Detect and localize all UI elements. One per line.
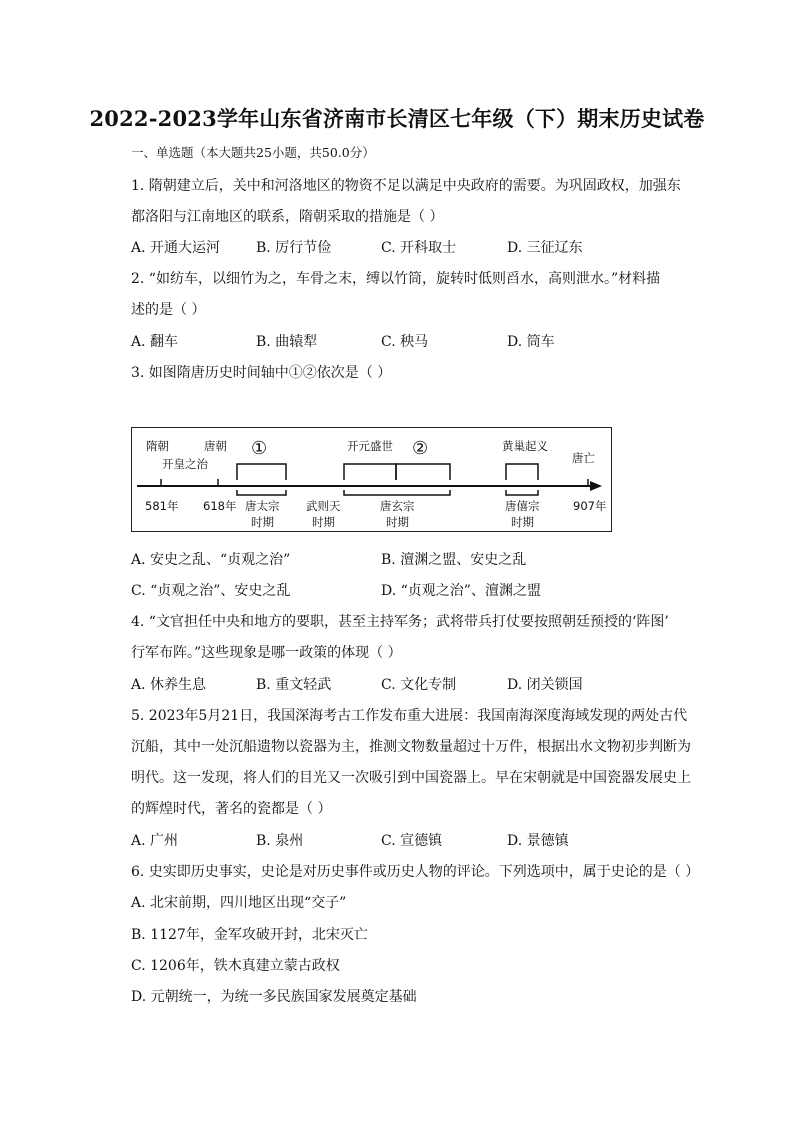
label-tang: 唐朝 <box>204 439 227 453</box>
label-mark-2: ② <box>412 438 429 459</box>
label-year-618: 618年 <box>203 499 237 513</box>
timeline-figure <box>131 427 612 532</box>
q2-option-d: D. 筒车 <box>507 334 555 350</box>
q5-stem-line-4: 的辉煌时代，著名的瓷都是（ ） <box>131 801 332 817</box>
q3-option-b: B. 澶渊之盟、安史之乱 <box>381 552 527 568</box>
label-year-907: 907年 <box>573 499 607 513</box>
q1-stem-line-1: 1. 隋朝建立后，关中和河洛地区的物资不足以满足中央政府的需要。为巩固政权，加强东 <box>131 178 681 194</box>
bracket-upper-kaiyuan <box>344 464 396 480</box>
q6-stem: 6. 史实即历史事实，史论是对历史事件或历史人物的评论。下列选项中，属于史论的是（ ） <box>131 864 700 880</box>
bracket-lower-taizong <box>237 490 286 495</box>
q5-stem-line-2: 沉船，其中一处沉船遗物以瓷器为主，推测文物数量超过十万件，根据出水文物初步判断为 <box>131 739 691 755</box>
q2-option-b: B. 曲辕犁 <box>256 334 318 350</box>
q2-stem-line-2: 述的是（ ） <box>131 302 206 318</box>
q2-option-c: C. 秧马 <box>381 334 429 350</box>
q5-option-c: C. 宣德镇 <box>381 833 443 849</box>
q4-option-b: B. 重文轻武 <box>256 677 332 693</box>
label-xuanzong: 唐玄宗 <box>380 499 415 513</box>
label-tangwang: 唐亡 <box>572 451 595 465</box>
label-kaiyuan: 开元盛世 <box>347 439 393 453</box>
label-wuzetian: 武则天 <box>306 499 341 513</box>
q6-option-d: D. 元朝统一，为统一多民族国家发展奠定基础 <box>131 989 417 1005</box>
label-mark-1: ① <box>251 438 268 459</box>
q5-stem-line-1: 5. 2023年5月21日，我国深海考古工作发布重大进展：我国南海深度海域发现的两处古代 <box>131 708 688 724</box>
label-xuanzong-period: 时期 <box>386 515 409 529</box>
q4-option-c: C. 文化专制 <box>381 677 457 693</box>
label-taizong-period: 时期 <box>251 515 274 529</box>
q6-option-a: A. 北宋前期，四川地区出现“交子” <box>131 895 347 911</box>
q2-stem-line-1: 2. “如纺车，以细竹为之，车骨之末，缚以竹筒，旋转时低则舀水，高则泄水。”材料描 <box>131 271 661 287</box>
section-heading: 一、单选题（本大题共25小题，共50.0分） <box>131 145 375 160</box>
label-sui: 隋朝 <box>146 439 169 453</box>
q1-option-d: D. 三征辽东 <box>507 240 583 256</box>
q3-stem: 3. 如图隋唐历史时间轴中①②依次是（ ） <box>131 365 392 381</box>
q5-option-b: B. 泉州 <box>256 833 304 849</box>
q5-option-a: A. 广州 <box>131 833 179 849</box>
bracket-lower-xuanzong <box>344 490 450 495</box>
q1-option-c: C. 开科取士 <box>381 240 457 256</box>
q3-option-a: A. 安史之乱、“贞观之治” <box>131 552 291 568</box>
label-wuzetian-period: 时期 <box>312 515 335 529</box>
bracket-lower-xizong <box>506 490 538 495</box>
bracket-upper-2 <box>396 464 450 480</box>
label-year-581: 581年 <box>145 499 179 513</box>
label-xizong: 唐僖宗 <box>505 499 540 513</box>
q1-option-b: B. 厉行节俭 <box>256 240 332 256</box>
timeline-arrow-icon <box>590 481 602 491</box>
q1-option-a: A. 开通大运河 <box>131 240 221 256</box>
label-kaihuang: 开皇之治 <box>162 457 208 471</box>
q6-option-c: C. 1206年，铁木真建立蒙古政权 <box>131 958 340 974</box>
q5-stem-line-3: 明代。这一发现，将人们的目光又一次吸引到中国瓷器上。早在宋朝就是中国瓷器发展史上 <box>131 770 691 786</box>
q4-option-a: A. 休养生息 <box>131 677 207 693</box>
q6-option-b: B. 1127年，金军攻破开封，北宋灭亡 <box>131 927 368 943</box>
q3-option-d: D. “贞观之治”、澶渊之盟 <box>381 583 541 599</box>
page-title: 2022-2023学年山东省济南市长清区七年级（下）期末历史试卷 <box>89 106 705 131</box>
label-xizong-period: 时期 <box>511 515 534 529</box>
label-huangchao: 黄巢起义 <box>502 439 548 453</box>
q5-option-d: D. 景德镇 <box>507 833 569 849</box>
timeline-svg <box>132 428 613 533</box>
bracket-upper-huangchao <box>506 464 538 480</box>
q4-stem-line-1: 4. “文官担任中央和地方的要职，甚至主持军务；武将带兵打仗要按照朝廷预授的‘阵图’ <box>131 614 669 630</box>
q4-option-d: D. 闭关锁国 <box>507 677 583 693</box>
q4-stem-line-2: 行军布阵。”这些现象是哪一政策的体现（ ） <box>131 645 402 661</box>
q1-stem-line-2: 都洛阳与江南地区的联系，隋朝采取的措施是（ ） <box>131 209 444 225</box>
bracket-upper-1 <box>237 464 286 480</box>
label-taizong: 唐太宗 <box>245 499 280 513</box>
q2-option-a: A. 翻车 <box>131 334 179 350</box>
q3-option-c: C. “贞观之治”、安史之乱 <box>131 583 291 599</box>
